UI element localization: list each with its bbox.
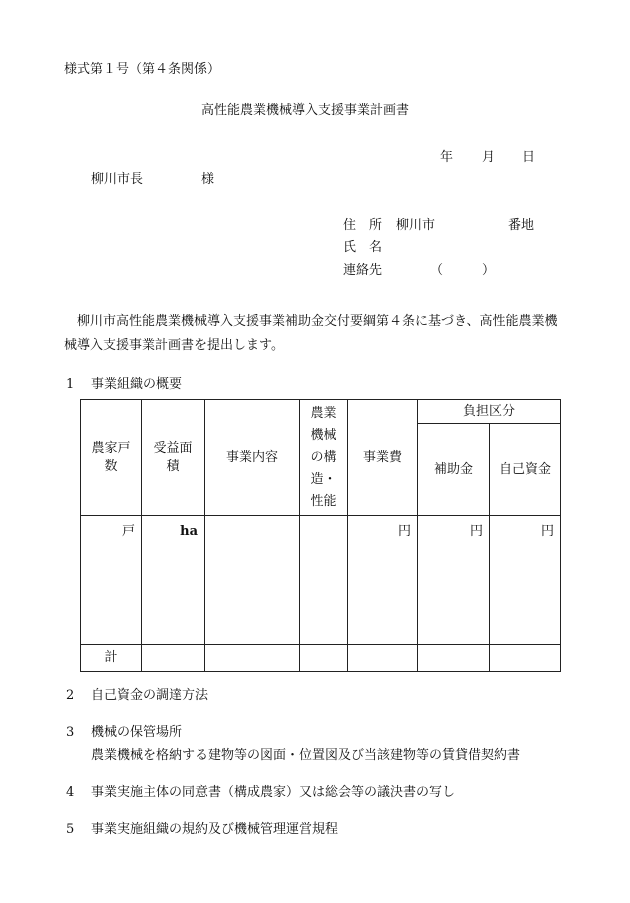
address-label: 住 所 <box>343 218 383 233</box>
form-number: 様式第１号（第４条関係） <box>64 62 221 77</box>
section-title: 事業実施組織の規約及び機械管理運営規程 <box>91 822 339 837</box>
section-number: 1 <box>66 377 75 392</box>
header-subsidy: 補助金 <box>418 424 490 516</box>
section-number: 3 <box>66 725 75 740</box>
contact-paren: （ ） <box>430 263 496 278</box>
name-label: 氏 名 <box>343 240 383 255</box>
date-year: 年 <box>440 150 454 165</box>
total-content[interactable] <box>205 645 300 672</box>
addressee-honorific: 様 <box>201 172 215 187</box>
address-city: 柳川市 <box>396 218 436 233</box>
header-households: 農家戸数 <box>81 400 142 516</box>
header-cost: 事業費 <box>348 400 418 516</box>
cell-subsidy[interactable]: 円 <box>418 516 490 645</box>
section-title: 事業組織の概要 <box>91 377 183 392</box>
total-own-funds[interactable] <box>490 645 561 672</box>
addressee-name: 柳川市長 <box>91 172 144 187</box>
cell-own-funds[interactable]: 円 <box>490 516 561 645</box>
date-month: 月 <box>482 150 496 165</box>
total-machine-spec[interactable] <box>300 645 348 672</box>
address-suffix: 番地 <box>508 218 535 233</box>
header-content: 事業内容 <box>205 400 300 516</box>
total-cost[interactable] <box>348 645 418 672</box>
section-number: 5 <box>66 822 75 837</box>
project-organization-table <box>80 399 561 672</box>
section-title: 自己資金の調達方法 <box>91 688 209 703</box>
total-subsidy[interactable] <box>418 645 490 672</box>
cell-content[interactable] <box>205 516 300 645</box>
cell-area[interactable]: ha <box>142 516 205 645</box>
header-machine-spec: 農業機械の構造・性能 <box>300 400 348 516</box>
cell-machine-spec[interactable] <box>300 516 348 645</box>
section-detail: 農業機械を格納する建物等の図面・位置図及び当該建物等の賃貸借契約書 <box>91 748 521 763</box>
total-row <box>81 645 561 672</box>
table-row <box>81 516 561 645</box>
cell-households[interactable]: 戸 <box>81 516 142 645</box>
total-area[interactable] <box>142 645 205 672</box>
contact-label: 連絡先 <box>343 263 383 278</box>
header-burden: 負担区分 <box>418 400 561 424</box>
date-day: 日 <box>522 150 536 165</box>
section-title: 事業実施主体の同意書（構成農家）又は総会等の議決書の写し <box>91 785 456 800</box>
header-own-funds: 自己資金 <box>490 424 561 516</box>
document-title: 高性能農業機械導入支援事業計画書 <box>201 103 410 118</box>
section-number: 2 <box>66 688 75 703</box>
header-benefit-area: 受益面積 <box>142 400 205 516</box>
section-number: 4 <box>66 785 75 800</box>
total-label: 計 <box>81 645 142 672</box>
cell-cost[interactable]: 円 <box>348 516 418 645</box>
section-title: 機械の保管場所 <box>91 725 183 740</box>
statement-paragraph: 柳川市高性能農業機械導入支援事業補助金交付要綱第４条に基づき、高性能農業機械導入支援事業計画書を提出します。 <box>64 314 558 353</box>
